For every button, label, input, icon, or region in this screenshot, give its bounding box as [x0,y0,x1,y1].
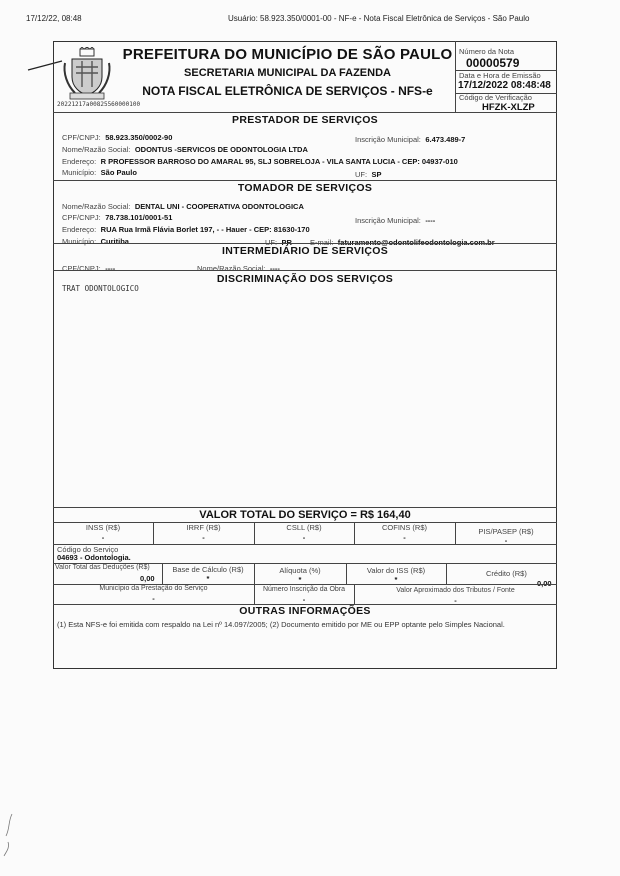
discriminacao-section-title: DISCRIMINAÇÃO DOS SERVIÇOS [216,273,394,285]
obra-value: - [302,595,306,604]
municipio-prestacao-value: - [152,594,155,603]
print-datetime: 17/12/22, 08:48 [26,14,82,23]
nfse-title: NOTA FISCAL ELETRÔNICA DE SERVIÇOS - NFS-e [142,84,433,98]
tomador-cnpj: CPF/CNPJ: 78.738.101/0001-51 [62,213,173,222]
credito-value: 0,00 [537,579,552,588]
prestador-uf: UF: SP [355,170,382,179]
tomador-section-title: TOMADOR DE SERVIÇOS [237,182,373,194]
iss-value: * [394,575,398,584]
cofins-value: - [403,533,406,542]
irrf-value: - [202,533,205,542]
tomador-im: Inscrição Municipal: ---- [355,216,436,225]
valor-total: VALOR TOTAL DO SERVIÇO = R$ 164,40 [199,509,411,521]
prestador-cnpj: CPF/CNPJ: 58.923.350/0002-90 [62,133,173,142]
codigo-servico-label: Código do Serviço [57,545,119,554]
codigo-servico-value: 04693 - Odontologia. [57,553,131,562]
prestador-nome: Nome/Razão Social: ODONTUS -SERVICOS DE ODONTOLOGIA LTDA [62,145,308,154]
obra-label: Número Inscrição da Obra [262,586,346,593]
emissao-value: 17/12/2022 08:48:48 [458,80,551,91]
aliquota-value: * [298,575,302,584]
tomador-nome: Nome/Razão Social: DENTAL UNI - COOPERATIVA ODONTOLOGICA [62,202,304,211]
numero-label: Número da Nota [459,47,515,56]
outras-text: (1) Esta NFS-e foi emitida com respaldo na Lei nº 14.097/2005; (2) Documento emitido por ME ou EPP optante pelo Simples Nacional. [57,620,505,629]
coat-of-arms-icon [62,47,112,101]
cofins-label: COFINS (R$) [382,523,427,532]
base-label: Base de Cálculo (R$) [172,565,244,574]
inss-value: - [101,533,105,542]
intermediario-section-title: INTERMEDIÁRIO DE SERVIÇOS [222,245,388,257]
prestador-im: Inscrição Municipal: 6.473.489-7 [355,135,466,144]
tributos-fonte-label: Valor Aproximado dos Tributos / Fonte [396,587,515,594]
verificacao-label: Código de Verificação [459,93,532,102]
numero-value: 00000579 [466,56,520,70]
margin-scribble-icon [0,810,20,860]
municipio-prestacao-label: Município da Prestação do Serviço [99,585,208,592]
credito-label: Crédito (R$) [486,569,527,578]
document-title: PREFEITURA DO MUNICÍPIO DE SÃO PAULO [122,46,453,63]
aliquota-label: Alíquota (%) [279,566,321,575]
csll-value: - [302,533,306,542]
barcode-text: 20221217a00825560000100 [57,101,141,108]
emissao-label: Data e Hora de Emissão [459,71,541,80]
irrf-label: IRRF (R$) [186,523,221,532]
prestador-endereco: Endereço: R PROFESSOR BARROSO DO AMARAL 95, SLJ SOBRELOJA - VILA SANTA LUCIA - CEP: 04937-010 [62,157,458,166]
document-subtitle: SECRETARIA MUNICIPAL DA FAZENDA [184,67,391,79]
tomador-email: E-mail: faturamento@odontolifeodontologia.com.br [310,238,495,247]
intermediario-cnpj: CPF/CNPJ: ---- [62,264,116,273]
iss-label: Valor do ISS (R$) [366,566,426,575]
deducoes-value: 0,00 [140,574,155,583]
intermediario-nome: Nome/Razão Social: ---- [197,264,280,273]
prestador-section-title: PRESTADOR DE SERVIÇOS [232,114,378,126]
pis-value: - [504,536,508,545]
csll-label: CSLL (R$) [286,523,322,532]
tomador-endereco: Endereço: RUA Rua Irmã Flávia Borlet 197, - - Hauer - CEP: 81630-170 [62,225,310,234]
tomador-uf: UF: PR [265,238,292,247]
pis-label: PIS/PASEP (R$) [478,527,534,536]
tributos-fonte-value: - [454,596,457,605]
print-page-title: Usuário: 58.923.350/0001-00 - NF-e - Nota Fiscal Eletrônica de Serviços - São Paulo [228,14,530,23]
verificacao-value: HFZK-XLZP [482,102,535,113]
inss-label: INSS (R$) [85,523,121,532]
tomador-municipio: Município: Curitiba [62,237,129,246]
deducoes-label: Valor Total das Deduções (R$) [55,564,150,571]
base-value: * [206,574,210,583]
outras-section-title: OUTRAS INFORMAÇÕES [239,605,371,617]
discriminacao-text: TRAT ODONTOLOGICO [62,284,139,293]
prestador-municipio: Município: São Paulo [62,168,137,177]
